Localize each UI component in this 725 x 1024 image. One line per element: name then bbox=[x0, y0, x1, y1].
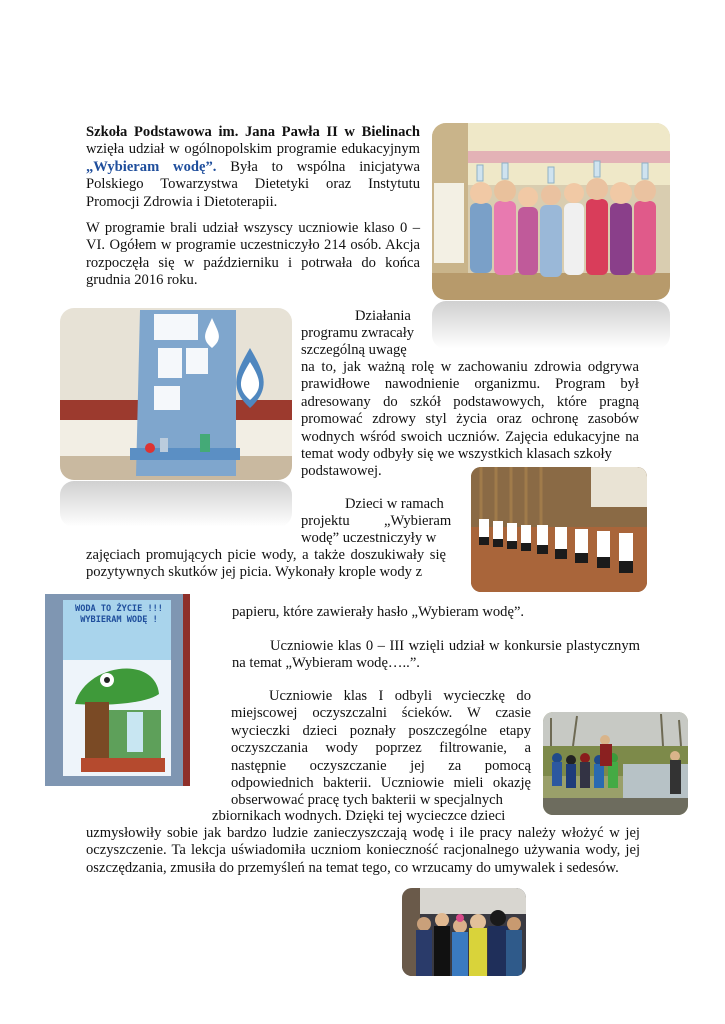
excursion-illustration bbox=[543, 712, 688, 815]
program-focus-line-2: programu zwracały bbox=[301, 325, 415, 341]
intro-text-before: wzięła udział w ogólnopolskim programie edukacyjnym bbox=[86, 141, 420, 158]
photo-excursion bbox=[543, 712, 688, 815]
project-line-3: wodę” uczestniczyły w bbox=[301, 530, 437, 546]
program-focus-last-line: podstawowej. bbox=[301, 463, 382, 479]
conclusion-paragraph: uzmysłowiły sobie jak bardzo ludzie zanieczyszczają wodę i ile pracy należy włożyć w jej oczyszczenie. Ta lekcja uświadomiła uczniom konieczność racjonalnego używania wody, jej oszczędzania, zmusiła do przemyśleń na temat tego, co wrzucamy do umywalek i sedesów. bbox=[86, 825, 640, 876]
intro-text-after: Była to wspólna inicjatywa Polskiego Towarzystwa Dietetyki oraz Instytutu Promocji Zdrowia i Dietoterapii. bbox=[86, 158, 421, 210]
project-paragraph: zajęciach promujących picie wody, a także doszukiwały się pozytywnych skutków jej picia. Wykonały krople wody z bbox=[86, 547, 446, 581]
program-focus-paragraph: na to, jak ważną rolę w zachowaniu zdrowia odgrywa prawidłowe nawodnienie organizmu. Program był adresowany do szkół podstawowych, które pragną promować zdrowy styl życia oraz ochronę zasobów wodnych wśród swoich uczniów. Zajęcia edukacyjne na temat wody odbyły się we wszystkich klasach szkoły bbox=[301, 359, 639, 463]
program-focus-heading-line: Działania bbox=[355, 308, 411, 324]
class-photo-illustration bbox=[432, 123, 670, 300]
art-contest-paragraph: Uczniowie klas 0 – III wzięli udział w konkursie plastycznym na temat „Wybieram wodę…..”. bbox=[232, 638, 640, 672]
program-name: „Wybieram wodę”. bbox=[86, 158, 217, 175]
excursion-paragraph-end: zbiornikach wodnych. Dzięki tej wycieczce dzieci bbox=[212, 808, 506, 824]
school-name: Szkoła Podstawowa im. Jana Pawła II w Bielinach bbox=[86, 124, 420, 140]
gym-photo-illustration bbox=[471, 467, 647, 592]
intro-paragraph bbox=[86, 124, 420, 211]
photo-water-display bbox=[60, 308, 292, 480]
participation-paragraph: W programie brali udział wszyscy uczniowie klaso 0 – VI. Ogółem w programie uczestniczyło 214 osób. Akcja rozpoczęła się w październiku i potrwała do końca grudnia 2016 roku. bbox=[86, 220, 420, 289]
project-line-2a: projektu bbox=[301, 513, 350, 529]
photo-art-poster bbox=[45, 594, 190, 786]
poster-banner-line-2: WYBIERAM WODĘ ! bbox=[80, 615, 158, 625]
group-photo-illustration bbox=[402, 888, 526, 976]
photo-children-group bbox=[402, 888, 526, 976]
photo-gym-children bbox=[471, 467, 647, 592]
poster-banner bbox=[69, 604, 169, 626]
project-line-1: Dzieci w ramach bbox=[345, 496, 444, 512]
poster-banner-line-1: WODA TO ŻYCIE !!! bbox=[75, 604, 163, 614]
excursion-paragraph: Uczniowie klas I odbyli wycieczkę do miejscowej oczyszczalni ścieków. W czasie wycieczki dzieci poznały poszczególne etapy oczyszczania wody poprzez filtrowanie, a następnie oczyszczanie jej za pomocą odpowiednich bakterii. Uczniowie mieli okazję obserwować pracę tych bakterii w specjalnych bbox=[231, 688, 531, 809]
project-line-2b: „Wybieram bbox=[384, 513, 452, 529]
photo-class-reflection bbox=[432, 301, 670, 349]
project-paragraph-end: papieru, które zawierały hasło „Wybieram wodę”. bbox=[232, 604, 525, 620]
photo-class-with-bottles bbox=[432, 123, 670, 300]
display-illustration bbox=[60, 308, 292, 480]
program-focus-line-3: szczególną uwagę bbox=[301, 342, 407, 358]
photo-display-reflection bbox=[60, 481, 292, 527]
